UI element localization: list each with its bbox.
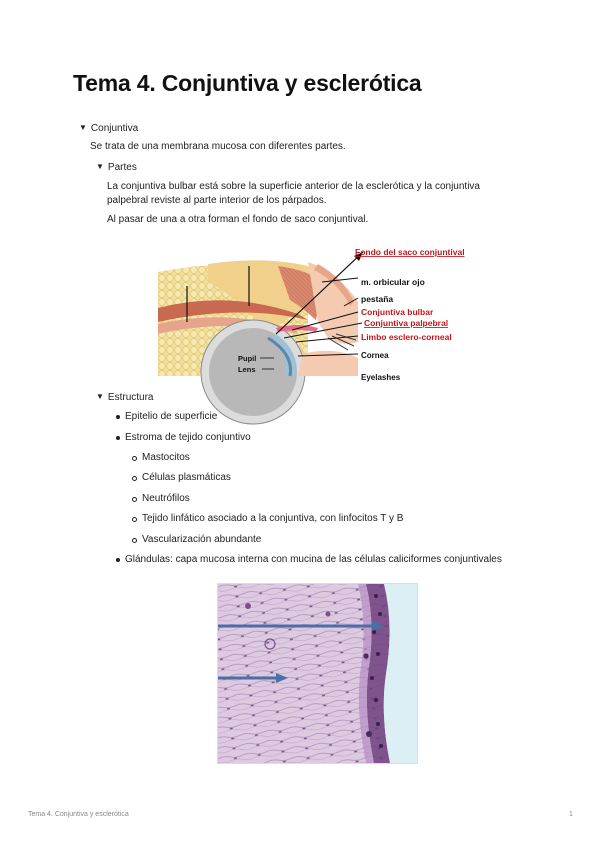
label-fondo: Fondo del saco conjuntival (355, 247, 465, 257)
list-item: Glándulas: capa mucosa interna con mucina de las células caliciformes conjuntivales (125, 553, 502, 567)
label-pestana: pestaña (361, 294, 394, 304)
partes-line-3: Al pasar de una a otra forman el fondo de saco conjuntival. (107, 214, 369, 225)
eye-anatomy-figure (158, 242, 480, 382)
histology-micrograph (218, 584, 417, 763)
eye-anatomy-illustration (158, 242, 480, 382)
partes-line-1: La conjuntiva bulbar está sobre la superficie anterior de la esclerótica y la conjuntiva (107, 181, 480, 192)
toggle-conjuntiva[interactable] (79, 121, 138, 136)
list-item: Tejido linfático asociado a la conjuntiva, con linfocitos T y B (142, 512, 403, 526)
label-pupil: Pupil (238, 354, 257, 363)
toggle-estructura[interactable] (96, 390, 154, 405)
label-palpebral: Conjuntiva palpebral (364, 318, 449, 328)
bullet-icon (116, 558, 120, 562)
histology-figure (217, 583, 418, 764)
list-item: Epitelio de superficie (125, 410, 217, 424)
list-item: Mastocitos (142, 451, 190, 465)
toggle-label: Conjuntiva (90, 123, 139, 134)
label-orbicular: m. orbicular ojo (361, 277, 425, 287)
partes-line-2: palpebral reviste al parte interior de los párpados. (107, 195, 327, 206)
bullet-icon (116, 415, 120, 419)
bullet-ring-icon (132, 456, 137, 461)
list-item: Neutrófilos (142, 492, 190, 506)
bullet-ring-icon (132, 517, 137, 522)
list-item: Células plasmáticas (142, 471, 231, 485)
label-lens: Lens (238, 365, 256, 374)
triangle-down-icon[interactable]: ▼ (96, 162, 104, 171)
bullet-ring-icon (132, 538, 137, 543)
toggle-label: Partes (107, 162, 137, 173)
list-item: Vascularización abundante (142, 533, 261, 547)
label-cornea: Cornea (361, 351, 389, 360)
toggle-partes[interactable] (96, 160, 137, 175)
label-bulbar: Conjuntiva bulbar (361, 307, 434, 317)
label-partial: Eyelashes (361, 373, 401, 382)
label-limbo: Limbo esclero-corneal (361, 332, 452, 342)
footer-doc-title: Tema 4. Conjuntiva y esclerótica (28, 811, 129, 818)
footer-page-number: 1 (569, 811, 573, 818)
bullet-ring-icon (132, 476, 137, 481)
page-title: Tema 4. Conjuntiva y esclerótica (73, 70, 422, 96)
bullet-icon (116, 436, 120, 440)
toggle-label: Estructura (107, 392, 154, 403)
triangle-down-icon[interactable]: ▼ (79, 123, 87, 132)
conjuntiva-intro: Se trata de una membrana mucosa con diferentes partes. (90, 141, 346, 152)
list-item: Estroma de tejido conjuntivo (125, 431, 251, 445)
bullet-ring-icon (132, 497, 137, 502)
triangle-down-icon[interactable]: ▼ (96, 392, 104, 401)
